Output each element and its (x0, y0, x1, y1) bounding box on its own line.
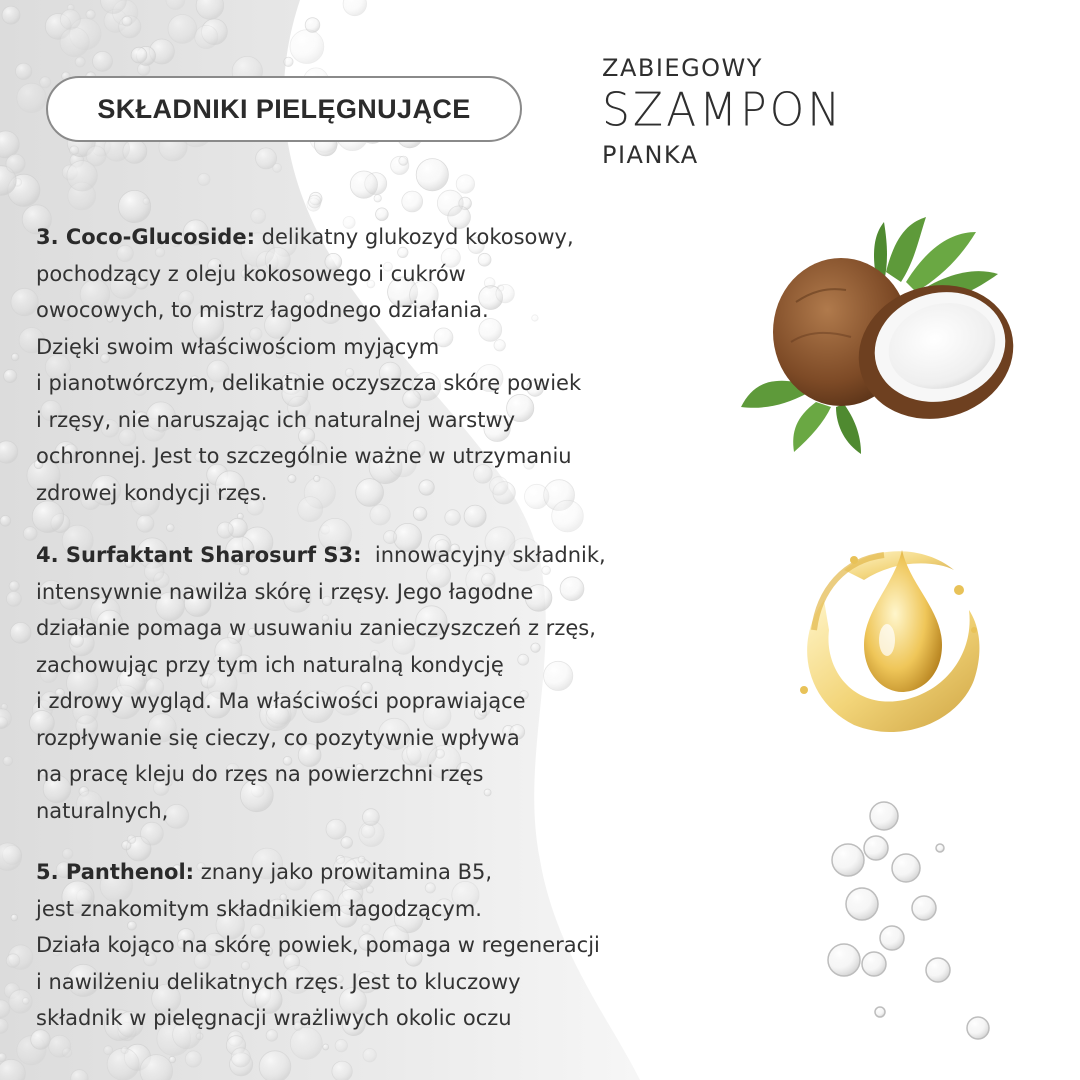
ingredient-line: rozpływanie się cieczy, co pozytywnie wpływa (36, 725, 520, 750)
foam-bubble (416, 159, 448, 191)
foam-bubble (308, 195, 321, 208)
foam-bubble (6, 154, 25, 173)
ingredient-line: delikatny glukozyd kokosowy, (254, 225, 574, 249)
ingredient-line: jest znakomitym składnikiem łagodzącym. (36, 896, 482, 921)
ingredient-first-line (36, 219, 756, 256)
section-title: SKŁADNIKI PIELĘGNUJĄCE (97, 93, 471, 124)
foam-bubble (11, 353, 19, 361)
foam-bubble (11, 914, 18, 921)
ingredient-line: działanie pomaga w usuwaniu zanieczyszczeń z rzęs, (36, 616, 596, 640)
foam-bubble (363, 1049, 376, 1062)
foam-bubble (122, 16, 132, 26)
ingredient-line: i nawilżeniu delikatnych rzęs. Jest to kluczowy (36, 969, 521, 994)
ingredient-title: 3. Coco-Glucoside: (36, 225, 255, 249)
ingredient-line: i zdrowy wygląd. Ma właściwości poprawiające (36, 689, 526, 713)
ingredient-line: Działa kojąco na skórę powiek, pomaga w regeneracji (36, 933, 600, 957)
foam-bubble (9, 581, 19, 591)
ingredient-title: 5. Panthenol: (36, 860, 195, 884)
ingredient-line: owocowych, to mistrz łagodnego działania. (36, 298, 489, 322)
foam-bubble (166, 524, 174, 532)
foam-bubble (86, 10, 95, 19)
foam-bubble (217, 522, 233, 538)
foam-bubble (185, 1051, 201, 1067)
foam-bubble (4, 369, 17, 382)
foam-bubble (402, 191, 423, 212)
ingredient-paragraph-5 (36, 854, 756, 1037)
foam-bubble (198, 173, 210, 185)
foam-bubble (445, 510, 461, 526)
foam-bubble (3, 756, 13, 766)
foam-bubble (399, 156, 408, 165)
ingredient-line: i pianotwórczym, delikatnie oczyszcza skórę powiek (36, 371, 582, 395)
ingredient-line: składnik w pielęgnacji wrażliwych okolic oczu (36, 1006, 512, 1030)
oil-drop-icon (784, 530, 994, 745)
foam-bubble (121, 1047, 128, 1054)
coconut-icon (736, 212, 1036, 462)
bubbles-icon (820, 796, 1020, 1046)
foam-bubble (350, 171, 377, 198)
ingredient-title: 4. Surfaktant Sharosurf S3: (36, 543, 362, 567)
ingredient-line: ochronnej. Jest to szczególnie ważne w utrzymaniu (36, 444, 572, 468)
foam-bubble (70, 146, 79, 155)
foam-bubble (332, 1061, 352, 1080)
foam-bubble (456, 175, 474, 193)
foam-bubble (341, 837, 353, 849)
brand-line-3: PIANKA (602, 141, 699, 169)
foam-bubble (0, 515, 11, 526)
foam-bubble (15, 63, 31, 79)
foam-bubble (60, 27, 89, 56)
foam-bubble (10, 622, 31, 643)
foam-bubble (93, 51, 113, 71)
foam-bubble (323, 1044, 329, 1050)
ingredient-line: zdrowej kondycji rzęs. (36, 480, 268, 505)
foam-bubble (6, 954, 20, 968)
ingredient-line: znany jako prowitamina B5, (194, 860, 493, 884)
brand-line-2: SZAMPON (602, 83, 844, 138)
foam-bubble (60, 9, 80, 29)
ingredient-paragraph-4 (36, 537, 756, 829)
ingredient-line: naturalnych, (36, 798, 169, 823)
ingredient-line: i rzęsy, nie naruszając ich naturalnej warstwy (36, 407, 516, 432)
foam-bubble (17, 83, 46, 112)
foam-bubble (259, 1051, 291, 1080)
foam-bubble (231, 1048, 250, 1067)
foam-bubble (9, 990, 32, 1013)
foam-bubble (49, 1035, 71, 1057)
ingredient-first-line (36, 537, 756, 574)
ingredient-line: zachowując przy tym ich naturalną kondycję (36, 652, 504, 677)
foam-bubble (67, 161, 97, 191)
brand-logo (602, 50, 843, 174)
foam-bubble (75, 57, 85, 67)
section-title-pill (46, 76, 522, 142)
foam-bubble (195, 25, 218, 48)
foam-bubble (6, 591, 21, 606)
foam-bubble (168, 15, 197, 44)
foam-bubble (11, 288, 38, 315)
foam-bubble (284, 57, 293, 66)
ingredient-line: innowacyjny składnik, (361, 543, 606, 567)
foam-bubble (137, 515, 154, 532)
foam-bubble (335, 1039, 347, 1051)
foam-bubble (127, 835, 136, 844)
foam-bubble (119, 190, 151, 222)
foam-bubble (40, 77, 51, 88)
foam-bubble (2, 6, 20, 24)
ingredient-line: intensywnie nawilża skórę i rzęsy. Jego łagodne (36, 579, 534, 604)
ingredient-line: na pracę kleju do rzęs na powierzchni rzęs (36, 762, 484, 786)
brand-line-1: ZABIEGOWY (602, 54, 763, 82)
foam-bubble (437, 190, 463, 216)
foam-bubble (305, 18, 320, 33)
foam-bubble (374, 195, 381, 202)
foam-bubble (273, 163, 282, 172)
foam-bubble (0, 441, 18, 463)
ingredient-line: Dzięki swoim właściwościom myjącym (36, 334, 440, 359)
foam-bubble (290, 30, 324, 64)
foam-bubble (169, 1056, 176, 1063)
foam-bubble (131, 47, 147, 63)
ingredient-line: pochodzący z oleju kokosowego i cukrów (36, 261, 466, 286)
foam-bubble (343, 0, 366, 16)
ingredient-first-line (36, 854, 756, 891)
ingredient-paragraph-3 (36, 219, 756, 511)
